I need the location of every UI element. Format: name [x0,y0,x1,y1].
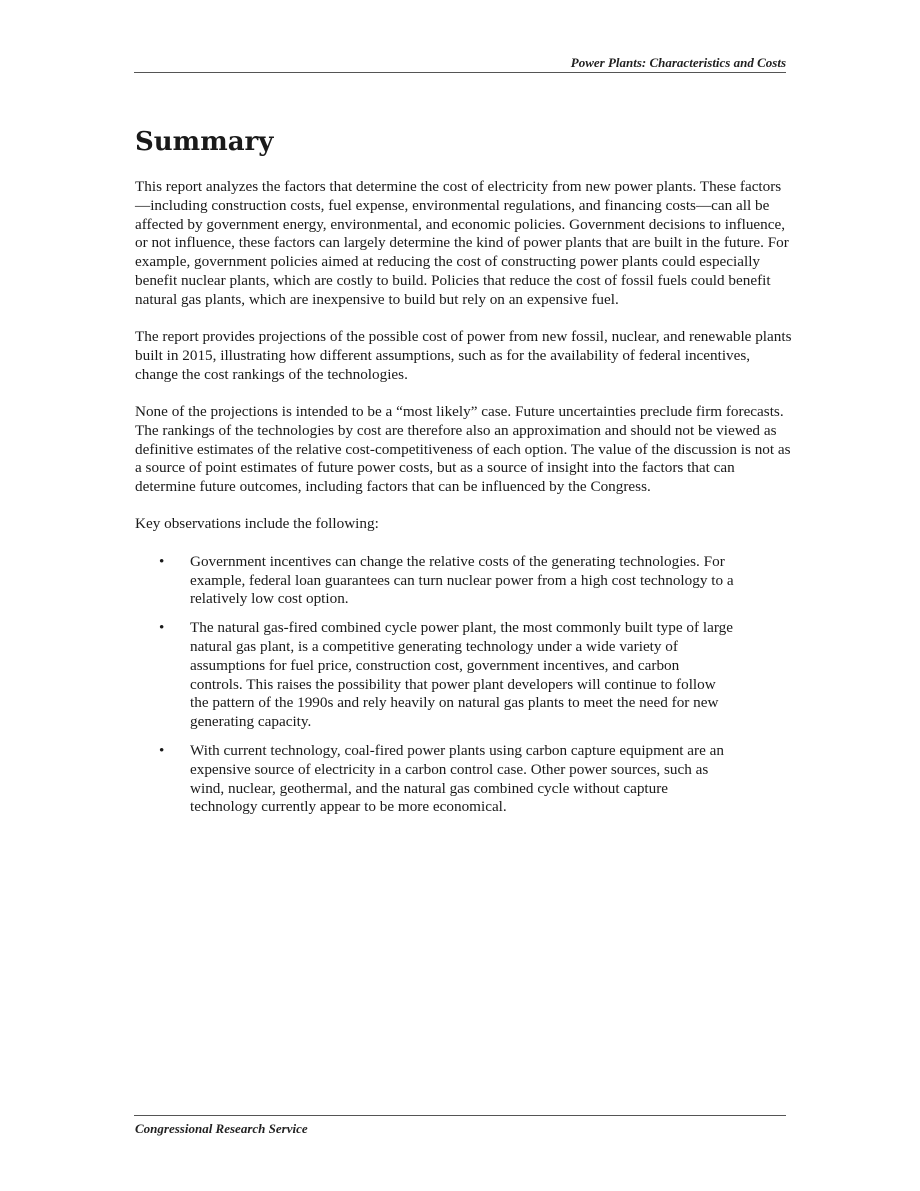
header-rule [134,72,786,73]
list-item [135,619,735,732]
summary-paragraph-2: The report provides projections of the possible cost of power from new fossil, nuclear, and renewable plants built in 2015, illustrating how different assumptions, such as for the availability of federal incentives, change the cost rankings of the technologies. [135,328,792,383]
page-title: Summary [135,127,274,157]
running-header: Power Plants: Characteristics and Costs [570,55,786,70]
list-item-text: With current technology, coal-fired power plants using carbon capture equipment are an expensive source of electricity in a carbon control case. Other power sources, such as wind, nuclear, geothermal, and the natural gas combined cycle without capture technology currently appear to be more economical. [190,741,724,816]
footer-rule [134,1115,786,1116]
summary-paragraph-1: This report analyzes the factors that determine the cost of electricity from new power plants. These factors—including construction costs, fuel expense, environmental regulations, and financing costs—can all be affected by government energy, environmental, and economic policies. Government decisions to influence, or not influence, these factors can largely determine the kind of power plants that are built in the future. For example, government policies aimed at reducing the cost of constructing power plants could especially benefit nuclear plants, which are costly to build. Policies that reduce the cost of fossil fuels could benefit natural gas plants, which are inexpensive to build but rely on an expensive fuel. [135,178,789,308]
list-item-text: The natural gas-fired combined cycle power plant, the most commonly built type of large natural gas plant, is a competitive generating technology under a wide variety of assumptions for fuel price, construction cost, government incentives, and carbon controls. This raises the possibility that power plant developers will continue to follow the pattern of the 1990s and rely heavily on natural gas plants to meet the need for new generating capacity. [190,619,733,731]
bullet-icon: • [159,741,165,759]
list-item [135,553,735,609]
list-item [135,742,735,817]
summary-body [135,178,795,827]
running-footer: Congressional Research Service [135,1121,308,1136]
bullet-icon: • [159,619,165,637]
list-item-text: Government incentives can change the relative costs of the generating technologies. For example, federal loan guarantees can turn nuclear power from a high cost technology to a relatively low cost option. [190,552,734,608]
key-observations-list [135,553,795,817]
summary-paragraph-3: None of the projections is intended to be a “most likely” case. Future uncertainties preclude firm forecasts. The rankings of the technologies by cost are therefore also an approximation and should not be viewed as definitive estimates of the relative cost-competitiveness of each option. The value of the discussion is not as a source of point estimates of future power costs, but as a source of insight into the factors that can determine future outcomes, including factors that can be influenced by the Congress. [135,402,791,496]
bullet-icon: • [159,552,165,570]
key-observations-intro: Key observations include the following: [135,515,379,533]
